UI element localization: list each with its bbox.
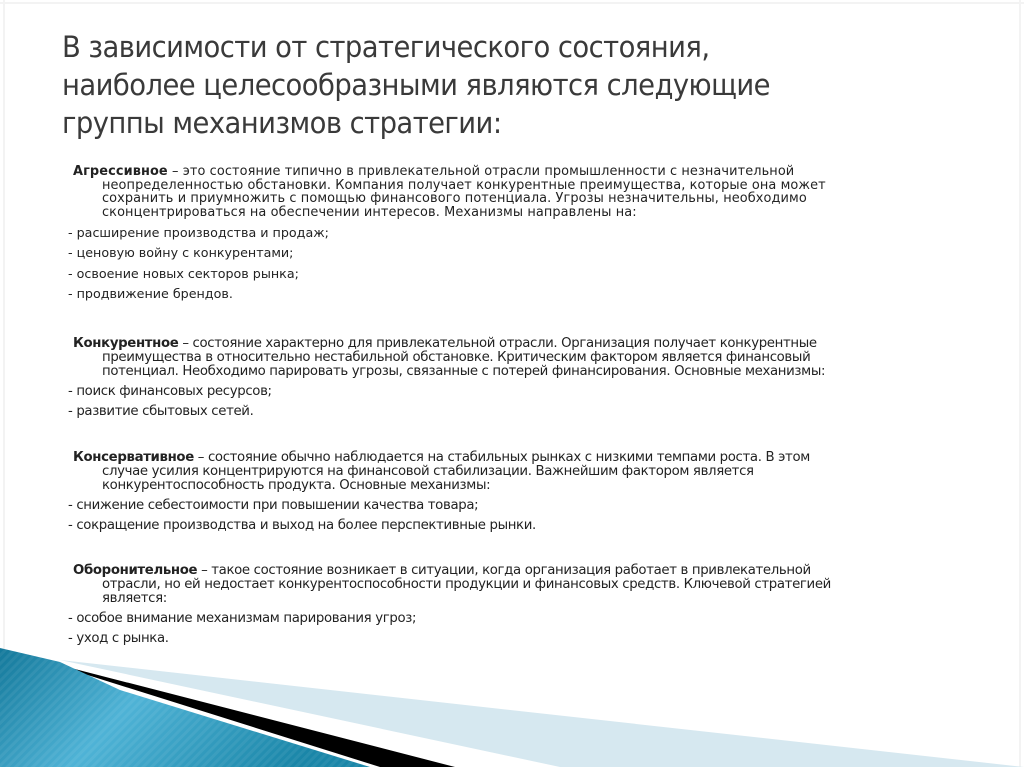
section-description bbox=[73, 337, 825, 378]
list-item: - поиск финансовых ресурсов; bbox=[68, 383, 272, 399]
description-line: – это состояние типично в привлекательной отрасли промышленности с незначительной bbox=[167, 164, 795, 179]
description-line: – состояние характерно для привлекательной отрасли. Организация получает конкурентные bbox=[178, 336, 817, 351]
section-conservative bbox=[68, 450, 810, 534]
section-competitive bbox=[68, 336, 826, 420]
list-item: - ценовую войну с конкурентами; bbox=[68, 245, 294, 260]
pale-stripe bbox=[60, 660, 1024, 767]
list-item: - особое внимание механизмам парирования угроз; bbox=[68, 610, 417, 626]
section-term: Конкурентное bbox=[73, 336, 179, 351]
section-description bbox=[73, 564, 831, 605]
section-term: Оборонительное bbox=[73, 563, 198, 578]
description-line: конкурентоспособность продукта. Основные механизмы: bbox=[102, 477, 491, 493]
description-line: сохранить и приумножить с помощью финансового потенциала. Угрозы незначительны, необходимо bbox=[102, 191, 807, 206]
description-line: – такое состояние возникает в ситуации, когда организация работает в привлекательной bbox=[197, 563, 811, 578]
list-item: - расширение производства и продаж; bbox=[68, 224, 329, 240]
list-item: - развитие сбытовых сетей. bbox=[68, 404, 254, 420]
section-description bbox=[73, 451, 810, 492]
slide-frame-top bbox=[0, 2, 1024, 4]
title-line-1: В зависимости от стратегического состояния, bbox=[62, 30, 710, 64]
description-line: неопределенностью обстановки. Компания получает конкурентные преимущества, которые она может bbox=[102, 177, 826, 193]
description-line: является: bbox=[102, 590, 167, 606]
description-line: случае усилия концентрируются на финансовой стабилизации. Важнейшим фактором является bbox=[102, 463, 754, 479]
title-line-3: группы механизмов стратегии: bbox=[62, 106, 502, 140]
list-item: - уход с рынка. bbox=[68, 631, 169, 647]
list-item: - освоение новых секторов рынка; bbox=[68, 265, 299, 281]
section-aggressive bbox=[68, 164, 826, 301]
description-line: – состояние обычно наблюдается на стабильных рынках с низкими темпами роста. В этом bbox=[193, 450, 810, 465]
section-description bbox=[73, 165, 826, 219]
section-term: Консервативное bbox=[73, 450, 194, 465]
description-line: сконцентрироваться на обеспечении интересов. Механизмы направлены на: bbox=[102, 204, 637, 220]
section-defensive bbox=[68, 563, 831, 647]
list-item: - продвижение брендов. bbox=[68, 286, 233, 301]
description-line: потенциал. Необходимо парировать угрозы, связанные с потерей финансирования. Основные механизмы: bbox=[102, 363, 826, 379]
list-item: - снижение себестоимости при повышении качества товара; bbox=[68, 497, 479, 513]
slide-title bbox=[62, 28, 899, 142]
list-item: - сокращение производства и выход на более перспективные рынки. bbox=[68, 518, 536, 534]
slide-frame-left bbox=[3, 0, 5, 767]
description-line: отрасли, но ей недостает конкурентоспособности продукции и финансовых средств. Ключевой стратегией bbox=[102, 576, 831, 592]
slide-frame-right bbox=[1019, 0, 1021, 767]
section-term: Агрессивное bbox=[73, 164, 168, 179]
title-line-2: наиболее целесообразными являются следующие bbox=[62, 68, 770, 102]
description-line: преимущества в относительно нестабильной обстановке. Критическим фактором является финансовый bbox=[102, 349, 811, 365]
